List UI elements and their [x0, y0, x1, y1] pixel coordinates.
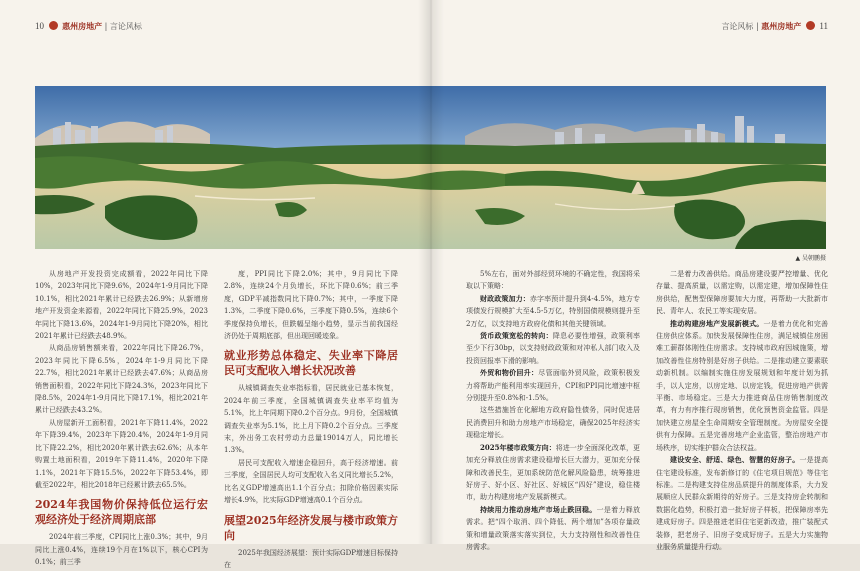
bold-lead: 2025年楼市政策方向：	[480, 443, 556, 452]
paragraph-text: 降息必要性增强，政策利率至少下行30bp，以支持财政政策和对冲私人部门收入及投资回报率下滑的影响。	[466, 332, 640, 365]
right-divider: |	[756, 22, 759, 31]
column-3	[466, 268, 640, 553]
paragraph: 二是着力改善供给。商品房建设要严控增量、优化存量、提高质量，以需定购，以需定建，增加保障性住房供给，配售型保障房要加大力度，再帮助一大批新市民、青年人、农民工等实现安居。	[656, 268, 828, 318]
paragraph-text: 赤字率预计提升到4-4.5%，地方专项债发行规模扩大至4.5-5万亿，特别国债规模则提升至2万亿，以支持地方政府化债和其他关键领域。	[466, 295, 640, 328]
photo-credit: ▲ 吴朝鹏摄	[795, 253, 826, 262]
left-page-header	[35, 21, 142, 32]
paragraph: 2024年前三季度，CPI同比上涨0.3%；其中，9月同比上涨0.4%，连续19个月在1%以下，核心CPI为0.1%；前三季	[35, 531, 208, 568]
right-magazine-title: 惠州房地产	[761, 21, 801, 31]
paragraph-text: 一是着力释放需求。把“四个取消、四个降低、两个增加”各项存量政策和增量政策落实落实到位，大力支持刚性和改善性住房需求。	[466, 506, 640, 551]
paragraph: 2025年我国经济展望：预计实际GDP增速目标保持在	[224, 547, 398, 571]
bold-lead: 外贸和物价回升：	[480, 368, 538, 377]
column-1	[35, 268, 208, 569]
paragraph: 度，PPI同比下降2.0%；其中，9月同比下降2.8%，连续24个月负增长，环比下降0.6%；前三季度，GDP平减指数同比下降0.7%；其中，一季度下降1.3%，二季度下降0.6%，三季度下降0.5%，连续6个季度保持负增长，但跌幅呈缩小趋势，显示当前我国经济仍处于周期底部，但出现回暖迹象。	[224, 268, 398, 342]
paragraph	[466, 330, 640, 367]
paragraph	[466, 367, 640, 404]
right-page-header	[721, 21, 828, 32]
section-heading: 2024年我国物价保持低位运行宏观经济处于经济周期底部	[35, 497, 208, 527]
right-section-name: 言论风标	[721, 22, 753, 31]
paragraph	[466, 293, 640, 330]
column-4	[656, 268, 828, 553]
bold-lead: 财政政策加力：	[480, 294, 530, 303]
paragraph	[466, 442, 640, 504]
page-gutter	[418, 0, 444, 544]
paragraph-text: 尽管面临外贸风险，政策积极发力将帮助产能利用率实现回升，CPI和PPI同比增速中枢分别提升至0.8%和-1.5%。	[466, 369, 640, 402]
magazine-logo-icon	[806, 21, 815, 30]
bold-lead: 货币政策宽松的转向：	[480, 331, 553, 340]
left-divider: |	[105, 22, 108, 31]
paragraph	[656, 454, 828, 553]
section-heading: 就业形势总体稳定、失业率下降居民可支配收入增长状况改善	[224, 348, 398, 378]
left-section-name: 言论风标	[110, 22, 142, 31]
paragraph-text: 一是提高住宅建设标准，发布新修订的《住宅项目规范》等住宅标准。二是构建支持住房品质提升的制度体系，大力发展顺应人民群众新期待的好房子。三是支持房企转制和数据化趋势，积极打造一批好房子样板，把保障房率先建成好房子。四是推进老旧住宅更新改造，推广装配式装修，把老房子、旧房子变成好房子。五是大力实施物业服务质量提升行动。	[656, 456, 828, 551]
bold-lead: 推动构建房地产发展新模式。	[670, 319, 763, 328]
column-2	[224, 268, 398, 571]
paragraph: 5%左右，面对外部经贸环境的不确定性，我国将采取以下策略：	[466, 268, 640, 293]
section-heading: 展望2025年经济发展与楼市政策方向	[224, 513, 398, 543]
magazine-logo-icon	[49, 21, 58, 30]
left-page-number: 10	[35, 21, 44, 31]
bold-lead: 建设安全、舒适、绿色、智慧的好房子。	[670, 455, 799, 464]
bold-lead: 持续用力推动房地产市场止跌回稳。	[480, 505, 597, 514]
paragraph: 这些措施旨在化解地方政府隐性债务，同时促进居民消费回升和助力房地产市场稳定，确保2025年经济实现稳定增长。	[466, 404, 640, 441]
right-page-number: 11	[819, 21, 828, 31]
paragraph	[656, 318, 828, 454]
paragraph: 居民可支配收入增速企稳回升，高于经济增速。前三季度，全国居民人均可支配收入名义同比增长5.2%，比名义GDP增速高出1.1个百分点；扣除价格因素实际增长4.9%，比实际GDP增速高0.1个百分点。	[224, 457, 398, 507]
paragraph: 从房地产开发投资完成额看，2022年同比下降10%，2023年同比下降9.6%，2024年1-9月同比下降10.1%，相比2021年累计已经跌去26.9%；从新增房地产开发资金来源看，2022年同比下降25.9%，2023年同比下降13.6%，2024年1-9月同比下降20%，相比2021年累计已经跌去48.9%。	[35, 268, 208, 342]
paragraph-text: 一是着力优化和完善住房供应体系。加快发展保障性住房，满足城镇住房困难工薪群体刚性住房需求。支持城市政府因城施策，增加改善性住房特别是好房子供给。二是推动建立要素联动新机制。以编制实施住房发展规划和年度计划为抓手，以人定房，以房定地、以房定钱，促进房地产供需平衡、市场稳定。三是大力推进商品住房销售制度改革，有力有序推行现房销售，优化预售资金监管。四是加快建立房屋全生命周期安全管理制度。为房屋安全提供有力保障。五是完善房地产企业监管，整治房地产市场秩序，切实维护群众合法权益。	[656, 320, 828, 452]
paragraph: 从城镇调查失业率指标看，居民就业已基本恢复，2024年前三季度，全国城镇调查失业率平均值为5.1%，比上年同期下降0.2个百分点。9月份，全国城镇调查失业率为5.1%，比上月下降0.2个百分点。三季度末，外出务工农村劳动力总量19014万人，同比增长1.3%。	[224, 382, 398, 456]
paragraph	[466, 504, 640, 554]
paragraph-text: 将进一步全面深化改革，更加充分释放住房需求建设稳增长巨大潜力，更加充分保障和改善民生，更加系统防范化解风险隐患，统筹推进好房子、好小区、好社区、好城区“四好”建设，稳住楼市，助力构建房地产发展新模式。	[466, 444, 640, 502]
paragraph: 从商品房销售额来看，2022年同比下降26.7%，2023年同比下降6.5%，2024年1-9月同比下降22.7%，相比2021年累计已经跌去47.6%；从商品房销售面积看，2022年同比下降24.3%，2023年同比下降8.5%，2024年1-9月同比下降17.1%，相比2021年累计已经跌去43.2%。	[35, 342, 208, 416]
left-magazine-title: 惠州房地产	[62, 21, 102, 31]
paragraph: 从房屋新开工面积看，2021年下降11.4%，2022年下降39.4%，2023年下降20.4%，2024年1-9月同比下降22.2%，相比2020年累计跌去62.6%；从本年购置土地面积看，2019年下降11.4%，2020年下降1.1%，2021年下降15.5%，2022年下降53.4%，即截至2022年，相比2018年已经累计跌去65.5%。	[35, 417, 208, 491]
